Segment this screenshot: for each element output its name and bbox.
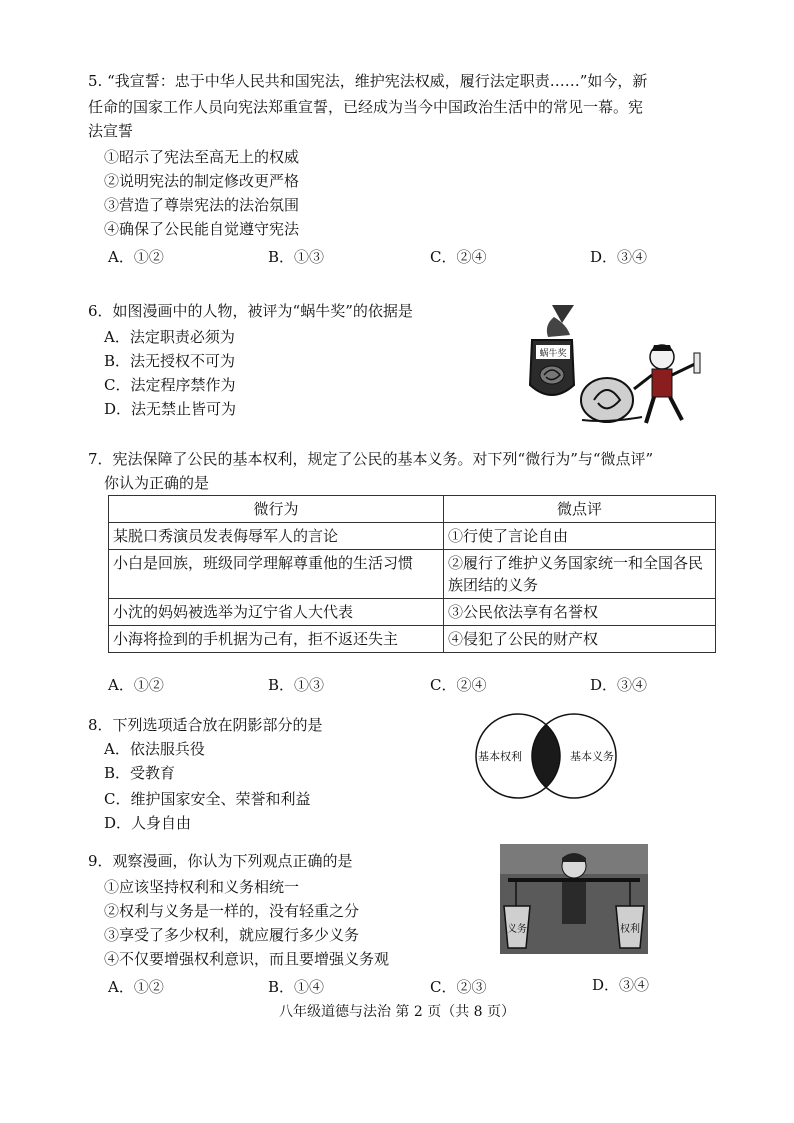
q6-option-b[interactable]: B．法无授权不可为: [104, 352, 236, 370]
q8-stem: 8．下列选项适合放在阴影部分的是: [88, 716, 323, 734]
q9-option-c[interactable]: C．②③: [430, 978, 487, 996]
q7-header-behavior: 微行为: [109, 496, 444, 523]
q7-header-comment: 微点评: [444, 496, 716, 523]
q9-option-a[interactable]: A．①②: [108, 978, 164, 996]
q7-table: [108, 495, 716, 653]
q5-stem-line-3: 法宣誓: [88, 122, 134, 140]
q7-stem-line-2: 你认为正确的是: [104, 474, 210, 492]
q6-stem: 6．如图漫画中的人物，被评为“蜗牛奖”的依据是: [88, 302, 413, 320]
q9-stem: 9．观察漫画，你认为下列观点正确的是: [88, 852, 353, 870]
carrying-pole-cartoon: [500, 844, 648, 954]
q8-option-c[interactable]: C．维护国家安全、荣誉和利益: [104, 790, 311, 808]
q7-row-1-comment: ①行使了言论自由: [444, 523, 716, 550]
q5-stem-line-1: 5. “我宣誓：忠于中华人民共和国宪法，维护宪法权威，履行法定职责……”如今，新: [88, 72, 648, 90]
q5-option-d[interactable]: D．③④: [590, 248, 648, 266]
q9-item-4: ④不仅要增强权利意识，而且要增强义务观: [104, 950, 390, 968]
q8-option-b[interactable]: B．受教育: [104, 764, 176, 782]
page-footer: 八年级道德与法治 第 2 页（共 8 页）: [278, 1004, 516, 1020]
venn-diagram: [466, 710, 626, 802]
q5-option-b[interactable]: B．①③: [268, 248, 325, 266]
q7-option-a[interactable]: A．①②: [108, 676, 164, 694]
bucket-right-label: 权利: [620, 924, 640, 935]
q5-item-4: ④确保了公民能自觉遵守宪法: [104, 220, 300, 238]
q5-option-a[interactable]: A．①②: [108, 248, 164, 266]
q5-item-3: ③营造了尊崇宪法的法治氛围: [104, 196, 300, 214]
table-row: [109, 550, 716, 599]
q9-option-d[interactable]: D．③④: [592, 976, 650, 994]
q5-item-2: ②说明宪法的制定修改更严格: [104, 172, 300, 190]
q7-row-4-comment: ④侵犯了公民的财产权: [444, 626, 716, 653]
q9-item-3: ③享受了多少权利，就应履行多少义务: [104, 926, 360, 944]
q5-stem-line-2: 任命的国家工作人员向宪法郑重宣誓，已经成为当今中国政治生活中的常见一幕。宪: [88, 98, 644, 116]
snail-award-cartoon: [512, 305, 712, 430]
q7-row-4-behavior: 小海将捡到的手机据为己有，拒不返还失主: [109, 626, 444, 653]
q6-option-a[interactable]: A．法定职责必须为: [104, 328, 235, 346]
q7-row-2-behavior: 小白是回族，班级同学理解尊重他的生活习惯: [109, 550, 444, 599]
q5-item-1: ①昭示了宪法至高无上的权威: [104, 148, 300, 166]
q6-option-d[interactable]: D．法无禁止皆可为: [104, 400, 237, 418]
q5-option-c[interactable]: C．②④: [430, 248, 487, 266]
q7-row-3-behavior: 小沈的妈妈被选举为辽宁省人大代表: [109, 599, 444, 626]
q9-item-1: ①应该坚持权利和义务相统一: [104, 878, 300, 896]
q7-stem-line-1: 7．宪法保障了公民的基本权利，规定了公民的基本义务。对下列“微行为”与“微点评”: [88, 450, 654, 468]
q8-option-d[interactable]: D．人身自由: [104, 814, 192, 832]
venn-left-label: 基本权利: [478, 750, 522, 763]
q9-option-b[interactable]: B．①④: [268, 978, 325, 996]
q7-option-c[interactable]: C．②④: [430, 676, 487, 694]
q7-option-b[interactable]: B．①③: [268, 676, 325, 694]
table-row: [109, 523, 716, 550]
table-row: [109, 599, 716, 626]
bucket-left-label: 义务: [507, 924, 527, 935]
table-header-row: [109, 496, 716, 523]
snail-award-sign-text: 蜗牛奖: [539, 349, 567, 359]
q8-option-a[interactable]: A．依法服兵役: [104, 740, 205, 758]
venn-right-label: 基本义务: [570, 750, 614, 763]
q7-row-3-comment: ③公民依法享有名誉权: [444, 599, 716, 626]
q9-item-2: ②权利与义务是一样的，没有轻重之分: [104, 902, 360, 920]
q7-row-2-comment: ②履行了维护义务国家统一和全国各民族团结的义务: [444, 550, 716, 599]
q6-option-c[interactable]: C．法定程序禁作为: [104, 376, 236, 394]
q7-row-1-behavior: 某脱口秀演员发表侮辱军人的言论: [109, 523, 444, 550]
q7-option-d[interactable]: D．③④: [590, 676, 648, 694]
table-row: [109, 626, 716, 653]
